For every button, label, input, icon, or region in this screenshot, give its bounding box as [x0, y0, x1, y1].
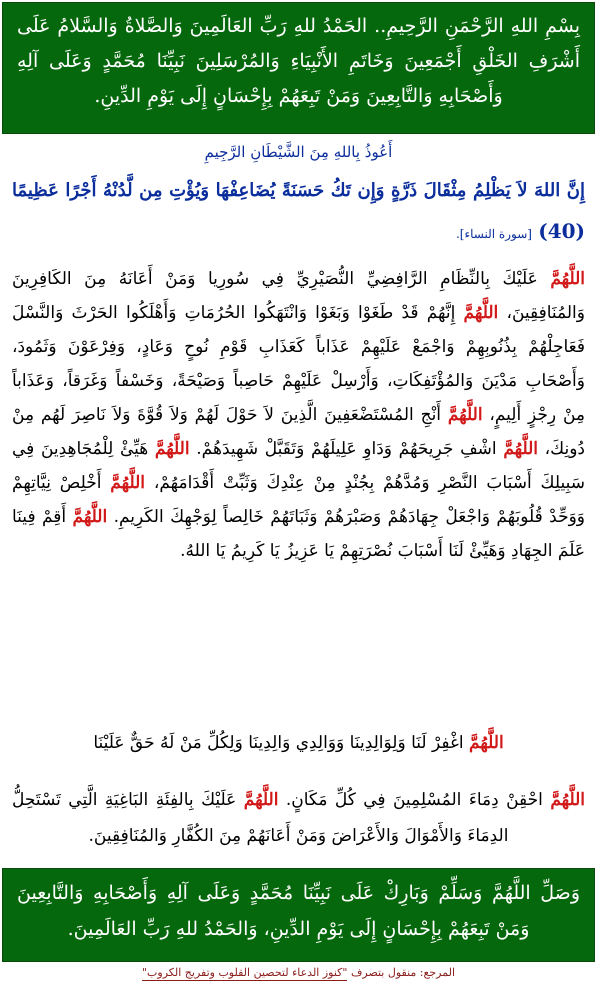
protection-segment-2: عَلَيْكَ بِالفِئَةِ البَاغِيَةِ الَّتِي تَسْتَحِلُّ الدِمَاءَ وَالأَمْوَالَ وَالأَعْرَاضَ وَمَنْ أَعَانَهُمْ مِنَ الكُفَّارِ وَالمُنَافِقِينَ. — [12, 790, 509, 846]
reference-line — [0, 966, 597, 979]
protection-segment-1: احْقِنْ دِمَاءَ المُسْلِمِينَ فِي كُلِّ مَكَانٍ. — [278, 790, 551, 810]
closing-box — [2, 868, 595, 962]
dua-segment-3: أَنْجِ المُسْتَضْعَفِينَ الَّذِينَ لاَ حَوْلَ لَهُمْ وَلاَ قُوَّةَ وَلاَ نَاصِرَ لَهُم مِنْ دُونِكَ، — [12, 405, 585, 459]
quran-verse — [12, 170, 585, 255]
allahumma-3: اللَّهُمَّ — [447, 405, 483, 425]
dua-segment-1: عَلَيْكَ بِالنِّظَامِ الرَّافِضِيِّ النُّصَيْرِيِّ فِي سُورِيا وَمَنْ أَعَانَهُ مِنَ الكَافِرِينَ وَالمُنَافِقِينَ، — [12, 269, 585, 323]
allahumma-2: اللَّهُمَّ — [463, 303, 499, 323]
allahumma-8: اللَّهُمَّ — [469, 733, 504, 753]
verse-text: إِنَّ اللهَ لاَ يَظْلِمُ مِثْقَالَ ذَرَّةٍ وَإِن تَكُ حَسَنَةً يُضَاعِفْهَا وَيُؤْتِ مِن لَّدُنْهُ أَجْرًا عَظِيمًا — [12, 180, 585, 201]
forgiveness-paragraph — [12, 726, 585, 760]
reference-book: "كنوز الدعاء لتحصين القلوب وتفريج الكروب" — [142, 966, 348, 979]
allahumma-6: اللَّهُمَّ — [110, 473, 145, 493]
opening-text: بِسْمِ اللهِ الرَّحْمَنِ الرَّحِيمِ.. الحَمْدُ للهِ رَبِّ العَالَمِينَ وَالصَّلاةُ وَالسَّلامُ عَلَى أَشْرَفِ الخَلْقِ أَجْمَعِينَ وَخَاتَمِ الأَنْبِيَاءِ وَالمُرْسَلِينَ نَبِيِّنَا مُحَمَّدٍ وَعَلَى آلِهِ وَأَصْحَابِهِ وَالتَّابِعِينَ وَمَنْ تَبِعَهُمْ بِإِحْسَانٍ إِلَى يَوْمِ الدِّينِ. — [17, 15, 580, 107]
opening-box — [2, 2, 595, 134]
dua-segment-5: هَيِّئْ لِلْمُجَاهِدِينَ فِي سَبِيلِكَ أَسْبَابَ النَّصْرِ وَمُدَّهُمْ بِجُنْدٍ مِنْ عِنْدِكَ وَثَبِّتْ أَقْدَامَهُمْ، — [12, 439, 585, 493]
dua-segment-7: أَقِمْ فِينَا عَلَمَ الجِهَادِ وَهَيِّئْ لَنَا أَسْبَابَ نُصْرَتِهِمْ يَا عَزِيزُ يَا كَرِيمُ يَا اللهُ. — [12, 507, 585, 561]
verse-number: (40) — [538, 219, 585, 243]
allahumma-4: اللَّهُمَّ — [503, 439, 538, 459]
dua-segment-6: أَخْلِصْ نِيَّاتِهِمْ وَوَحِّدْ قُلُوبَهُمْ وَاجْعَلْ جِهَادَهُمْ وَصَبْرَهُمْ وَثَبَاتَهُمْ خَالِصاً لِوَجْهِكَ الكَرِيمِ. — [12, 473, 585, 527]
forgiveness-text: اغْفِرْ لَنَا وَلِوَالِدِينَا وَوَالِدِي وَالِدِينَا وَلِكُلِّ مَنْ لَهُ حَقٌّ عَلَيْنَا — [93, 733, 469, 753]
dua-segment-2: إِنَّهُمْ قَدْ طَغَوْا وَبَغَوْا وَانْتَهَكُوا الحُرُمَاتِ وَأَهْلَكُوا الحَرْثَ وَالنَّسْلَ فَعَاجِلْهُمْ بِذُنُوبِهِمْ وَاجْمَعْ عَلَيْهِمْ عَذَاباً كَعَذَابِ قَوْمِ نُوحٍ وَعَادٍ، وَفِرْعَوْنَ وَثَمُودَ، وَأَصْحَابِ مَدْيَنَ وَالمُؤْتَفِكَاتِ، وَأَرْسِلْ عَلَيْهِمْ حَاصِباً وَصَيْحَةً، وَخَسْفاً وَغَرَقاً، وَعَذَاباً مِنْ رِجْزٍ أَلِيمٍ، — [12, 303, 585, 425]
istiadha: أَعُوذُ بِاللهِ مِنَ الشَّيْطَانِ الرَّجِيمِ — [204, 143, 393, 161]
allahumma-9: اللَّهُمَّ — [550, 790, 586, 810]
surah-name: [سورة النساء]. — [455, 227, 532, 241]
duas-paragraph — [12, 262, 585, 568]
dua-segment-4: اشْفِ جَرِيحَهُمْ وَدَاوِ عَلِيلَهُمْ وَتَقَبَّلْ شَهِيدَهُمْ. — [189, 439, 504, 459]
allahumma-7: اللَّهُمَّ — [72, 507, 108, 527]
reference-prefix: المرجع: منقول بتصرف — [347, 966, 455, 979]
closing-text: وَصَلِّ اللَّهُمَّ وَسَلِّمْ وَبَارِكْ عَلَى نَبِيِّنَا مُحَمَّدٍ وَعَلَى آلِهِ وَأَصْحَابِهِ وَالتَّابِعِينَ وَمَنْ تَبِعَهُمْ بِإِحْسَانٍ إِلَى يَوْمِ الدِّينِ، وَالحَمْدُ للهِ رَبِّ العَالَمِينَ. — [17, 882, 580, 940]
protection-paragraph — [12, 782, 585, 854]
allahumma-1: اللَّهُمَّ — [550, 269, 585, 289]
allahumma-10: اللَّهُمَّ — [243, 790, 279, 810]
allahumma-5: اللَّهُمَّ — [154, 439, 190, 459]
